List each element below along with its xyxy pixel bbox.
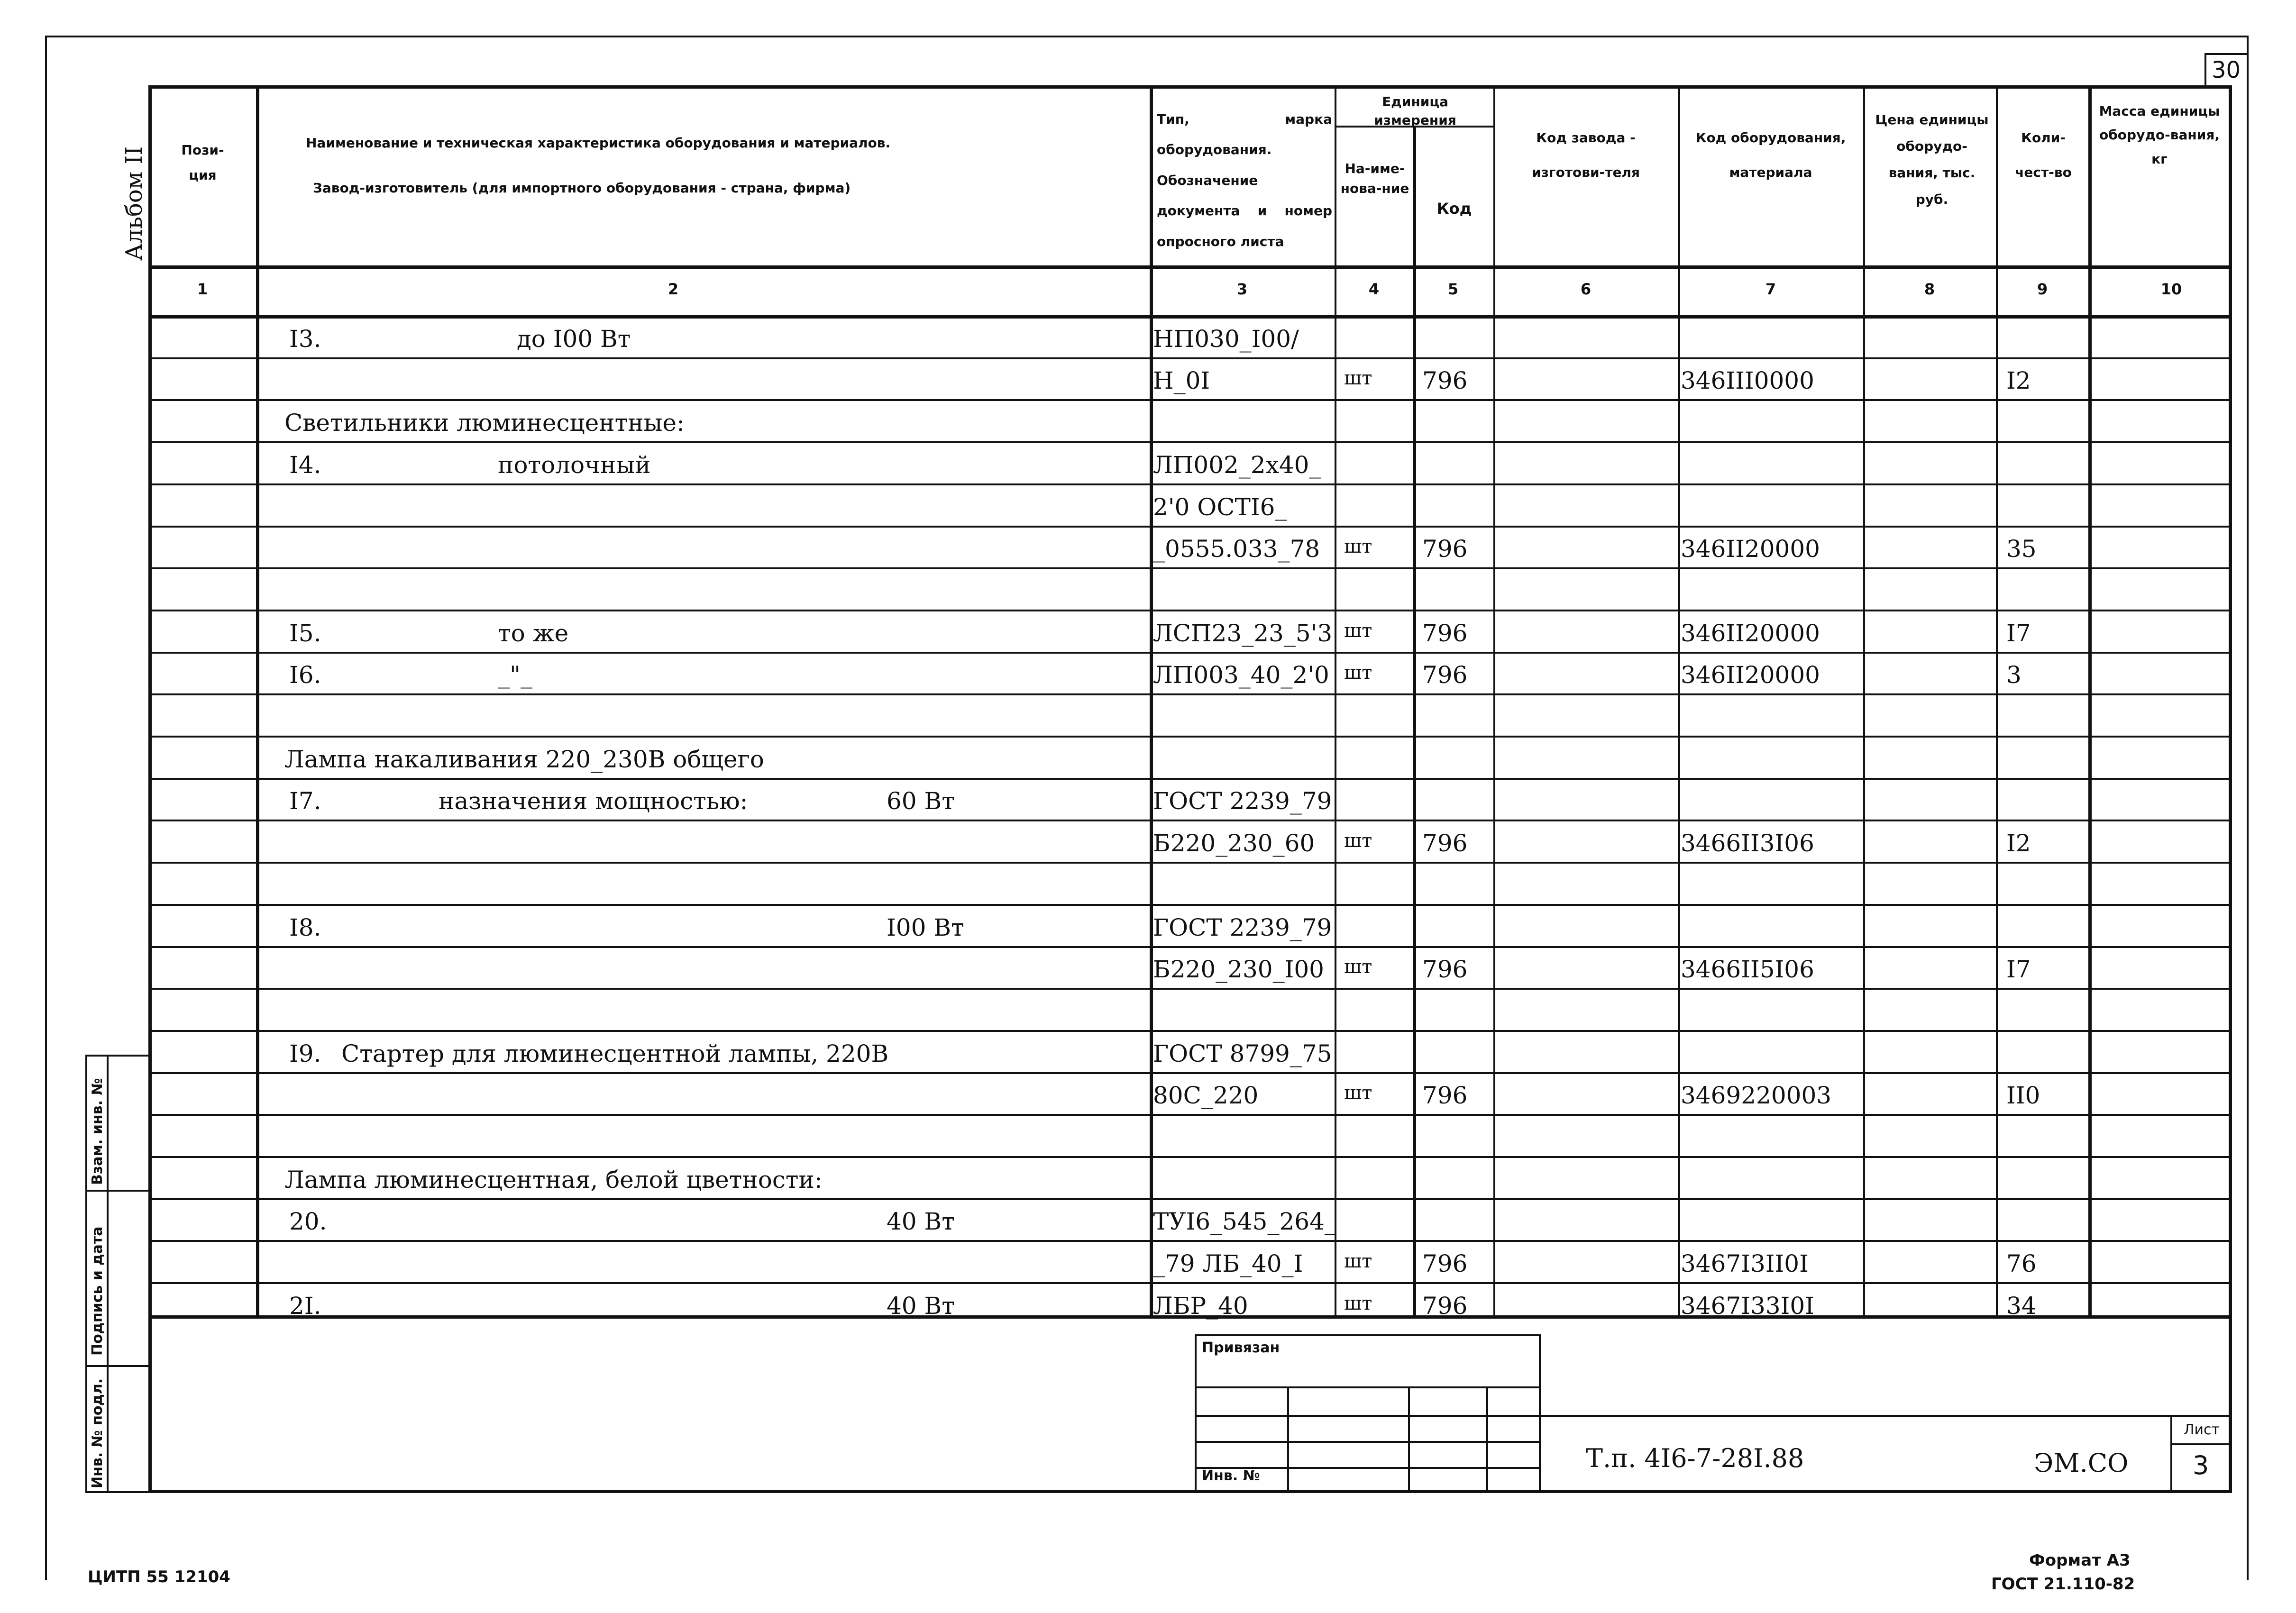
row-divider: [148, 736, 2232, 738]
row-equip: 346III0000: [1681, 367, 1814, 395]
footer-left: ЦИТП 55 12104: [88, 1567, 230, 1586]
row-equip: 3469220003: [1681, 1082, 1832, 1110]
row-type: ГОСТ 8799_75: [1153, 1039, 1332, 1067]
row-qty: 76: [2006, 1250, 2037, 1278]
stamp-doc-id: Т.п. 4I6-7-28I.88: [1586, 1443, 1804, 1473]
row-name: Светильники люминесцентные:: [284, 409, 685, 437]
column-number: 4: [1368, 280, 1380, 298]
side-sign-label: Подпись и дата: [89, 1226, 106, 1356]
row-qty: 35: [2006, 535, 2037, 563]
header-price: Цена единицы оборудо-вания, тыс. руб.: [1875, 112, 1989, 207]
row-qty: II0: [2006, 1082, 2040, 1110]
row-unit: шт: [1344, 367, 1372, 390]
column-number: 9: [2037, 280, 2048, 298]
row-divider: [148, 357, 2232, 359]
row-unit: шт: [1344, 662, 1372, 684]
row-divider: [148, 610, 2232, 611]
row-type: 80С_220: [1153, 1082, 1259, 1110]
row-extra: I00 Вт: [887, 913, 964, 941]
header-type: Тип, марка оборудования. Обозначение документа и номер опросного листа: [1157, 111, 1332, 249]
row-divider: [148, 1030, 2232, 1032]
column-number: 7: [1765, 280, 1776, 298]
row-pos: 20.: [289, 1208, 327, 1236]
header-unit: Единица измерения: [1374, 94, 1456, 128]
row-name: _"_: [498, 661, 532, 689]
row-type: Б220_230_60: [1153, 829, 1315, 857]
side-vzam-label: Взам. инв. №: [89, 1078, 106, 1185]
album-label: Альбом II: [121, 146, 147, 261]
header-qty: Коли-чест-во: [2015, 130, 2072, 180]
header-mass: Масса единицы оборудо-вания, кг: [2099, 103, 2220, 167]
row-qty: I2: [2006, 367, 2031, 395]
row-code: 796: [1422, 1082, 1468, 1110]
row-equip: 346II20000: [1681, 661, 1820, 689]
column-number: 6: [1580, 280, 1592, 298]
stamp-bound: Привязан: [1202, 1340, 1280, 1356]
row-unit: шт: [1344, 536, 1372, 558]
footer-gost: ГОСТ 21.110-82: [1991, 1575, 2135, 1594]
header-plant-code: Код завода - изготови-теля: [1532, 130, 1640, 180]
column-number: 2: [668, 280, 679, 298]
row-divider: [148, 526, 2232, 528]
row-name: то же: [498, 619, 569, 647]
row-code: 796: [1422, 829, 1468, 857]
row-type: ЛП003_40_2'0: [1153, 661, 1329, 689]
row-pos: I5.: [289, 619, 321, 647]
row-code: 796: [1422, 1250, 1468, 1278]
page-number: 30: [2212, 57, 2241, 83]
row-type: 2'0 ОСТI6_: [1153, 493, 1287, 521]
row-type: ТУI6_545_264_: [1153, 1208, 1336, 1236]
row-unit: шт: [1344, 1082, 1372, 1104]
column-number: 1: [197, 280, 208, 298]
row-equip: 3467I3II0I: [1681, 1250, 1809, 1278]
stamp-sheet-label: Лист: [2183, 1422, 2220, 1438]
row-code: 796: [1422, 1292, 1468, 1320]
header-name: Наименование и техническая характеристика оборудования и материалов.: [306, 135, 891, 151]
row-type: Б220_230_I00: [1153, 956, 1324, 984]
row-extra: 60 Вт: [887, 787, 955, 815]
row-code: 796: [1422, 661, 1468, 689]
row-code: 796: [1422, 956, 1468, 984]
row-divider: [148, 820, 2232, 821]
row-type: ЛБР_40: [1153, 1292, 1248, 1320]
row-type: Н_0I: [1153, 367, 1210, 395]
row-name: назначения мощностью:: [439, 787, 748, 815]
row-equip: 3467I33I0I: [1681, 1292, 1814, 1320]
row-divider: [148, 946, 2232, 948]
row-divider: [148, 567, 2232, 569]
column-number: 8: [1924, 280, 1935, 298]
row-name: Стартер для люминесцентной лампы, 220В: [341, 1039, 889, 1067]
row-type: _79 ЛБ_40_I: [1153, 1250, 1303, 1278]
row-divider: [148, 693, 2232, 695]
row-qty: 3: [2006, 661, 2022, 689]
row-divider: [148, 441, 2232, 443]
row-equip: 3466II5I06: [1681, 956, 1814, 984]
stamp-code: ЭМ.СО: [2034, 1448, 2129, 1478]
stamp-inv-no: Инв. №: [1202, 1467, 1260, 1484]
row-pos: I7.: [289, 787, 321, 815]
row-unit: шт: [1344, 620, 1372, 642]
stamp-sheet-no: 3: [2193, 1450, 2209, 1480]
row-type: ЛП002_2х40_: [1153, 451, 1321, 479]
row-divider: [148, 399, 2232, 401]
row-pos: I9.: [289, 1039, 321, 1067]
column-number: 5: [1447, 280, 1459, 298]
row-divider: [148, 652, 2232, 654]
row-pos: I3.: [289, 325, 321, 353]
row-divider: [148, 1282, 2232, 1284]
row-type: ЛСП23_23_5'3: [1153, 619, 1333, 647]
row-qty: I7: [2006, 956, 2031, 984]
row-equip: 346II20000: [1681, 619, 1820, 647]
row-qty: 34: [2006, 1292, 2037, 1320]
row-pos: I4.: [289, 451, 321, 479]
row-pos: I8.: [289, 913, 321, 941]
row-divider: [148, 904, 2232, 906]
column-number: 10: [2160, 280, 2182, 298]
row-name: Лампа накаливания 220_230В общего: [284, 745, 764, 773]
row-extra: 40 Вт: [887, 1292, 955, 1320]
row-divider: [148, 483, 2232, 485]
row-divider: [148, 1240, 2232, 1242]
row-divider: [148, 778, 2232, 780]
header-equip-code: Код оборудования, материала: [1695, 130, 1846, 180]
row-unit: шт: [1344, 1250, 1372, 1273]
row-type: ГОСТ 2239_79: [1153, 913, 1332, 941]
column-number: 3: [1236, 280, 1248, 298]
row-divider: [148, 862, 2232, 864]
row-pos: 2I.: [289, 1292, 321, 1320]
header-unit-code: Код: [1436, 200, 1472, 218]
row-equip: 3466II3I06: [1681, 829, 1814, 857]
row-code: 796: [1422, 535, 1468, 563]
row-equip: 346II20000: [1681, 535, 1820, 563]
row-unit: шт: [1344, 956, 1372, 978]
header-manufacturer: Завод-изготовитель (для импортного оборудования - страна, фирма): [313, 180, 851, 196]
row-code: 796: [1422, 367, 1468, 395]
footer-format: Формат А3: [2029, 1551, 2131, 1570]
row-qty: I7: [2006, 619, 2031, 647]
row-name: потолочный: [498, 451, 651, 479]
row-qty: I2: [2006, 829, 2031, 857]
header-unit-name: На-име-нова-ние: [1340, 161, 1409, 196]
row-divider: [148, 1114, 2232, 1116]
row-name: Лампа люминесцентная, белой цветности:: [284, 1166, 823, 1194]
row-divider: [148, 1072, 2232, 1074]
row-divider: [148, 1198, 2232, 1200]
row-unit: шт: [1344, 830, 1372, 852]
row-code: 796: [1422, 619, 1468, 647]
header-position: Пози- ция: [181, 142, 224, 183]
row-type: ГОСТ 2239_79: [1153, 787, 1332, 815]
row-divider: [148, 1156, 2232, 1158]
row-type: НП030_I00/: [1153, 325, 1299, 353]
side-inv-label: Инв. № подл.: [89, 1378, 106, 1488]
row-name: до I00 Вт: [517, 325, 631, 353]
row-unit: шт: [1344, 1292, 1372, 1314]
row-pos: I6.: [289, 661, 321, 689]
row-divider: [148, 988, 2232, 990]
row-extra: 40 Вт: [887, 1208, 955, 1236]
row-type: _0555.033_78: [1153, 535, 1320, 563]
